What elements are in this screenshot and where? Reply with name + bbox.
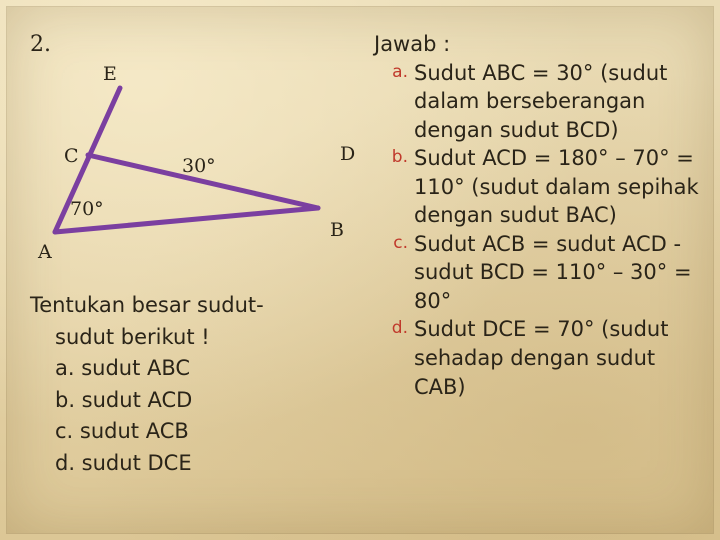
- answer-title: Jawab :: [374, 32, 451, 56]
- point-d-label: D: [340, 143, 356, 165]
- point-e-label: E: [103, 63, 117, 85]
- problem-number: 2.: [30, 32, 51, 57]
- point-c-label: C: [64, 145, 79, 167]
- angle-30-label: 30°: [182, 155, 216, 177]
- answer-text: Sudut DCE = 70° (sudut sehadap dengan sudut CAB): [414, 317, 669, 399]
- prompt-line-2: sudut berikut !: [55, 324, 210, 349]
- answer-list: [372, 59, 712, 402]
- answer-marker: c.: [393, 232, 408, 253]
- point-a-label: A: [38, 241, 52, 263]
- prompt-item: d. sudut DCE: [55, 450, 192, 475]
- answer-item: [372, 144, 712, 230]
- answer-item: [372, 230, 712, 316]
- answer-item: [372, 59, 712, 145]
- answer-text: Sudut ACD = 180° – 70° = 110° (sudut dalam sepihak dengan sudut BAC): [414, 146, 699, 228]
- answer-text: Sudut ABC = 30° (sudut dalam berseberangan dengan sudut BCD): [414, 60, 668, 142]
- prompt-item: b. sudut ACD: [55, 387, 193, 412]
- angle-70-label: 70°: [70, 198, 104, 220]
- answer-marker: b.: [391, 147, 408, 168]
- answer-item: [372, 315, 712, 401]
- answer-section: [372, 30, 712, 401]
- answer-marker: d.: [391, 318, 408, 339]
- point-b-label: B: [330, 219, 344, 241]
- question-prompt: [30, 290, 330, 479]
- answer-marker: a.: [392, 61, 408, 82]
- prompt-item: c. sudut ACB: [55, 419, 189, 443]
- prompt-line-1: Tentukan besar sudut-: [30, 293, 264, 317]
- answer-text: Sudut ACB = sudut ACD - sudut BCD = 110° – 30° = 80°: [414, 231, 692, 313]
- prompt-item: a. sudut ABC: [55, 356, 191, 380]
